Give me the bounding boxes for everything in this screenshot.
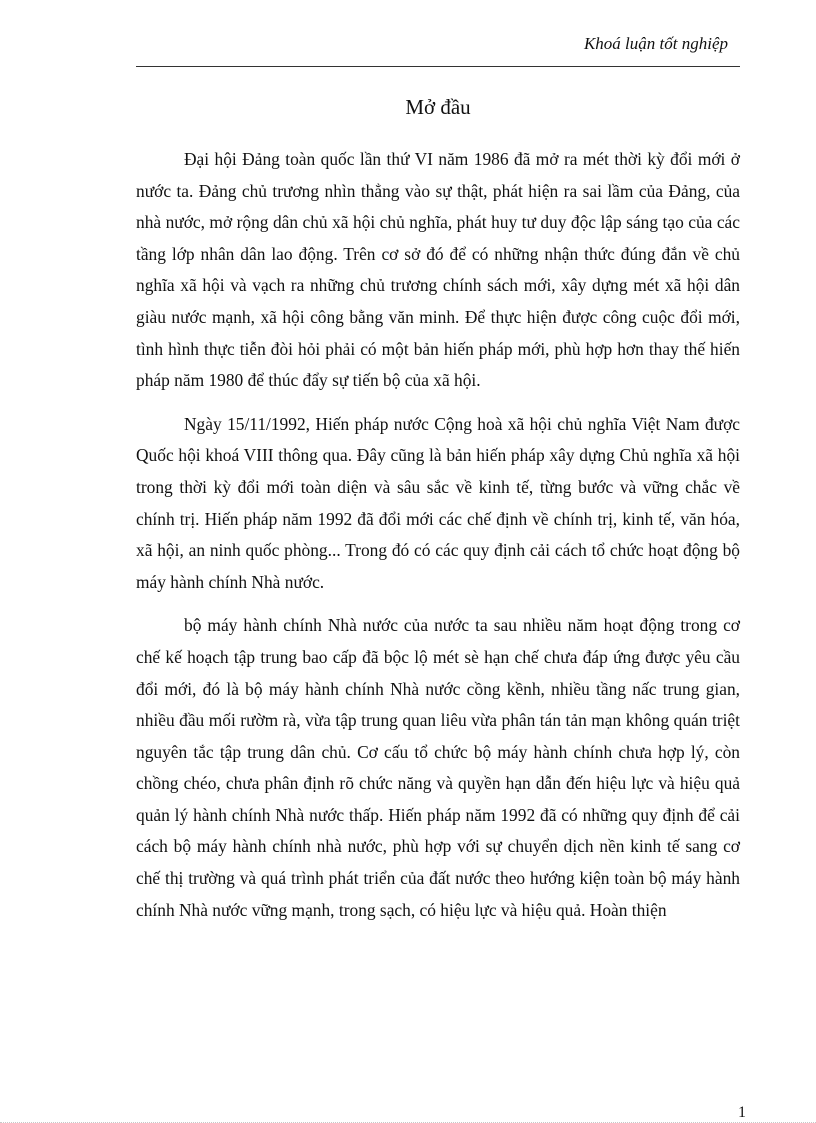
paragraph-1: Đại hội Đảng toàn quốc lần thứ VI năm 1986 đã mở ra mét thời kỳ đổi mới ở nước ta. Đảng chủ trương nhìn thẳng vào sự thật, phát hiện ra sai lầm của Đảng, của nhà nước, mở rộng dân chủ xã hội chủ nghĩa, phát huy tư duy độc lập sáng tạo của các tầng lớp nhân dân lao động. Trên cơ sở đó để có những nhận thức đúng đắn về chủ nghĩa xã hội và vạch ra những chủ trương chính sách mới, xây dựng mét xã hội dân giàu nước mạnh, xã hội công bằng văn minh. Để thực hiện được công cuộc đổi mới, tình hình thực tiễn đòi hỏi phải có một bản hiến pháp mới, phù hợp hơn thay thế hiến pháp năm 1980 để thúc đẩy sự tiến bộ của xã hội. — [136, 149, 740, 391]
document-title: Mở đầu — [405, 95, 471, 119]
page-number: 1 — [738, 1104, 746, 1121]
document-body — [136, 144, 740, 938]
header-title: Khoá luận tốt nghiệp — [583, 34, 728, 53]
paragraph-3: bộ máy hành chính Nhà nước của nước ta sau nhiều năm hoạt động trong cơ chế kế hoạch tập trung bao cấp đã bộc lộ mét sè hạn chế chưa đáp ứng được yêu cầu đổi mới, đó là bộ máy hành chính Nhà nước cồng kềnh, nhiều tầng nấc trung gian, nhiều đầu mối rườm rà, vừa tập trung quan liêu vừa phân tán tản mạn không quán triệt nguyên tắc tập trung dân chủ. Cơ cấu tổ chức bộ máy hành chính chưa hợp lý, còn chồng chéo, chưa phân định rõ chức năng và quyền hạn dẫn đến hiệu lực và hiệu quả quản lý hành chính Nhà nước thấp. Hiến pháp năm 1992 đã có những quy định để cải cách bộ máy hành chính nhà nước, phù hợp với sự chuyển dịch nền kinh tế sang cơ chế thị trường và quá trình phát triển của đất nước theo hướng kiện toàn bộ máy hành chính Nhà nước vững mạnh, trong sạch, có hiệu lực và hiệu quả. Hoàn thiện — [136, 615, 740, 920]
paragraph-2: Ngày 15/11/1992, Hiến pháp nước Cộng hoà xã hội chủ nghĩa Việt Nam được Quốc hội khoá VIII thông qua. Đây cũng là bản hiến pháp xây dựng Chủ nghĩa xã hội trong thời kỳ đổi mới toàn diện và sâu sắc về kinh tế, từng bước và vững chắc về chính trị. Hiến pháp năm 1992 đã đổi mới các chế định về chính trị, kinh tế, văn hóa, xã hội, an ninh quốc phòng... Trong đó có các quy định cải cách tổ chức hoạt động bộ máy hành chính Nhà nước. — [136, 413, 740, 592]
page-header — [136, 30, 740, 67]
